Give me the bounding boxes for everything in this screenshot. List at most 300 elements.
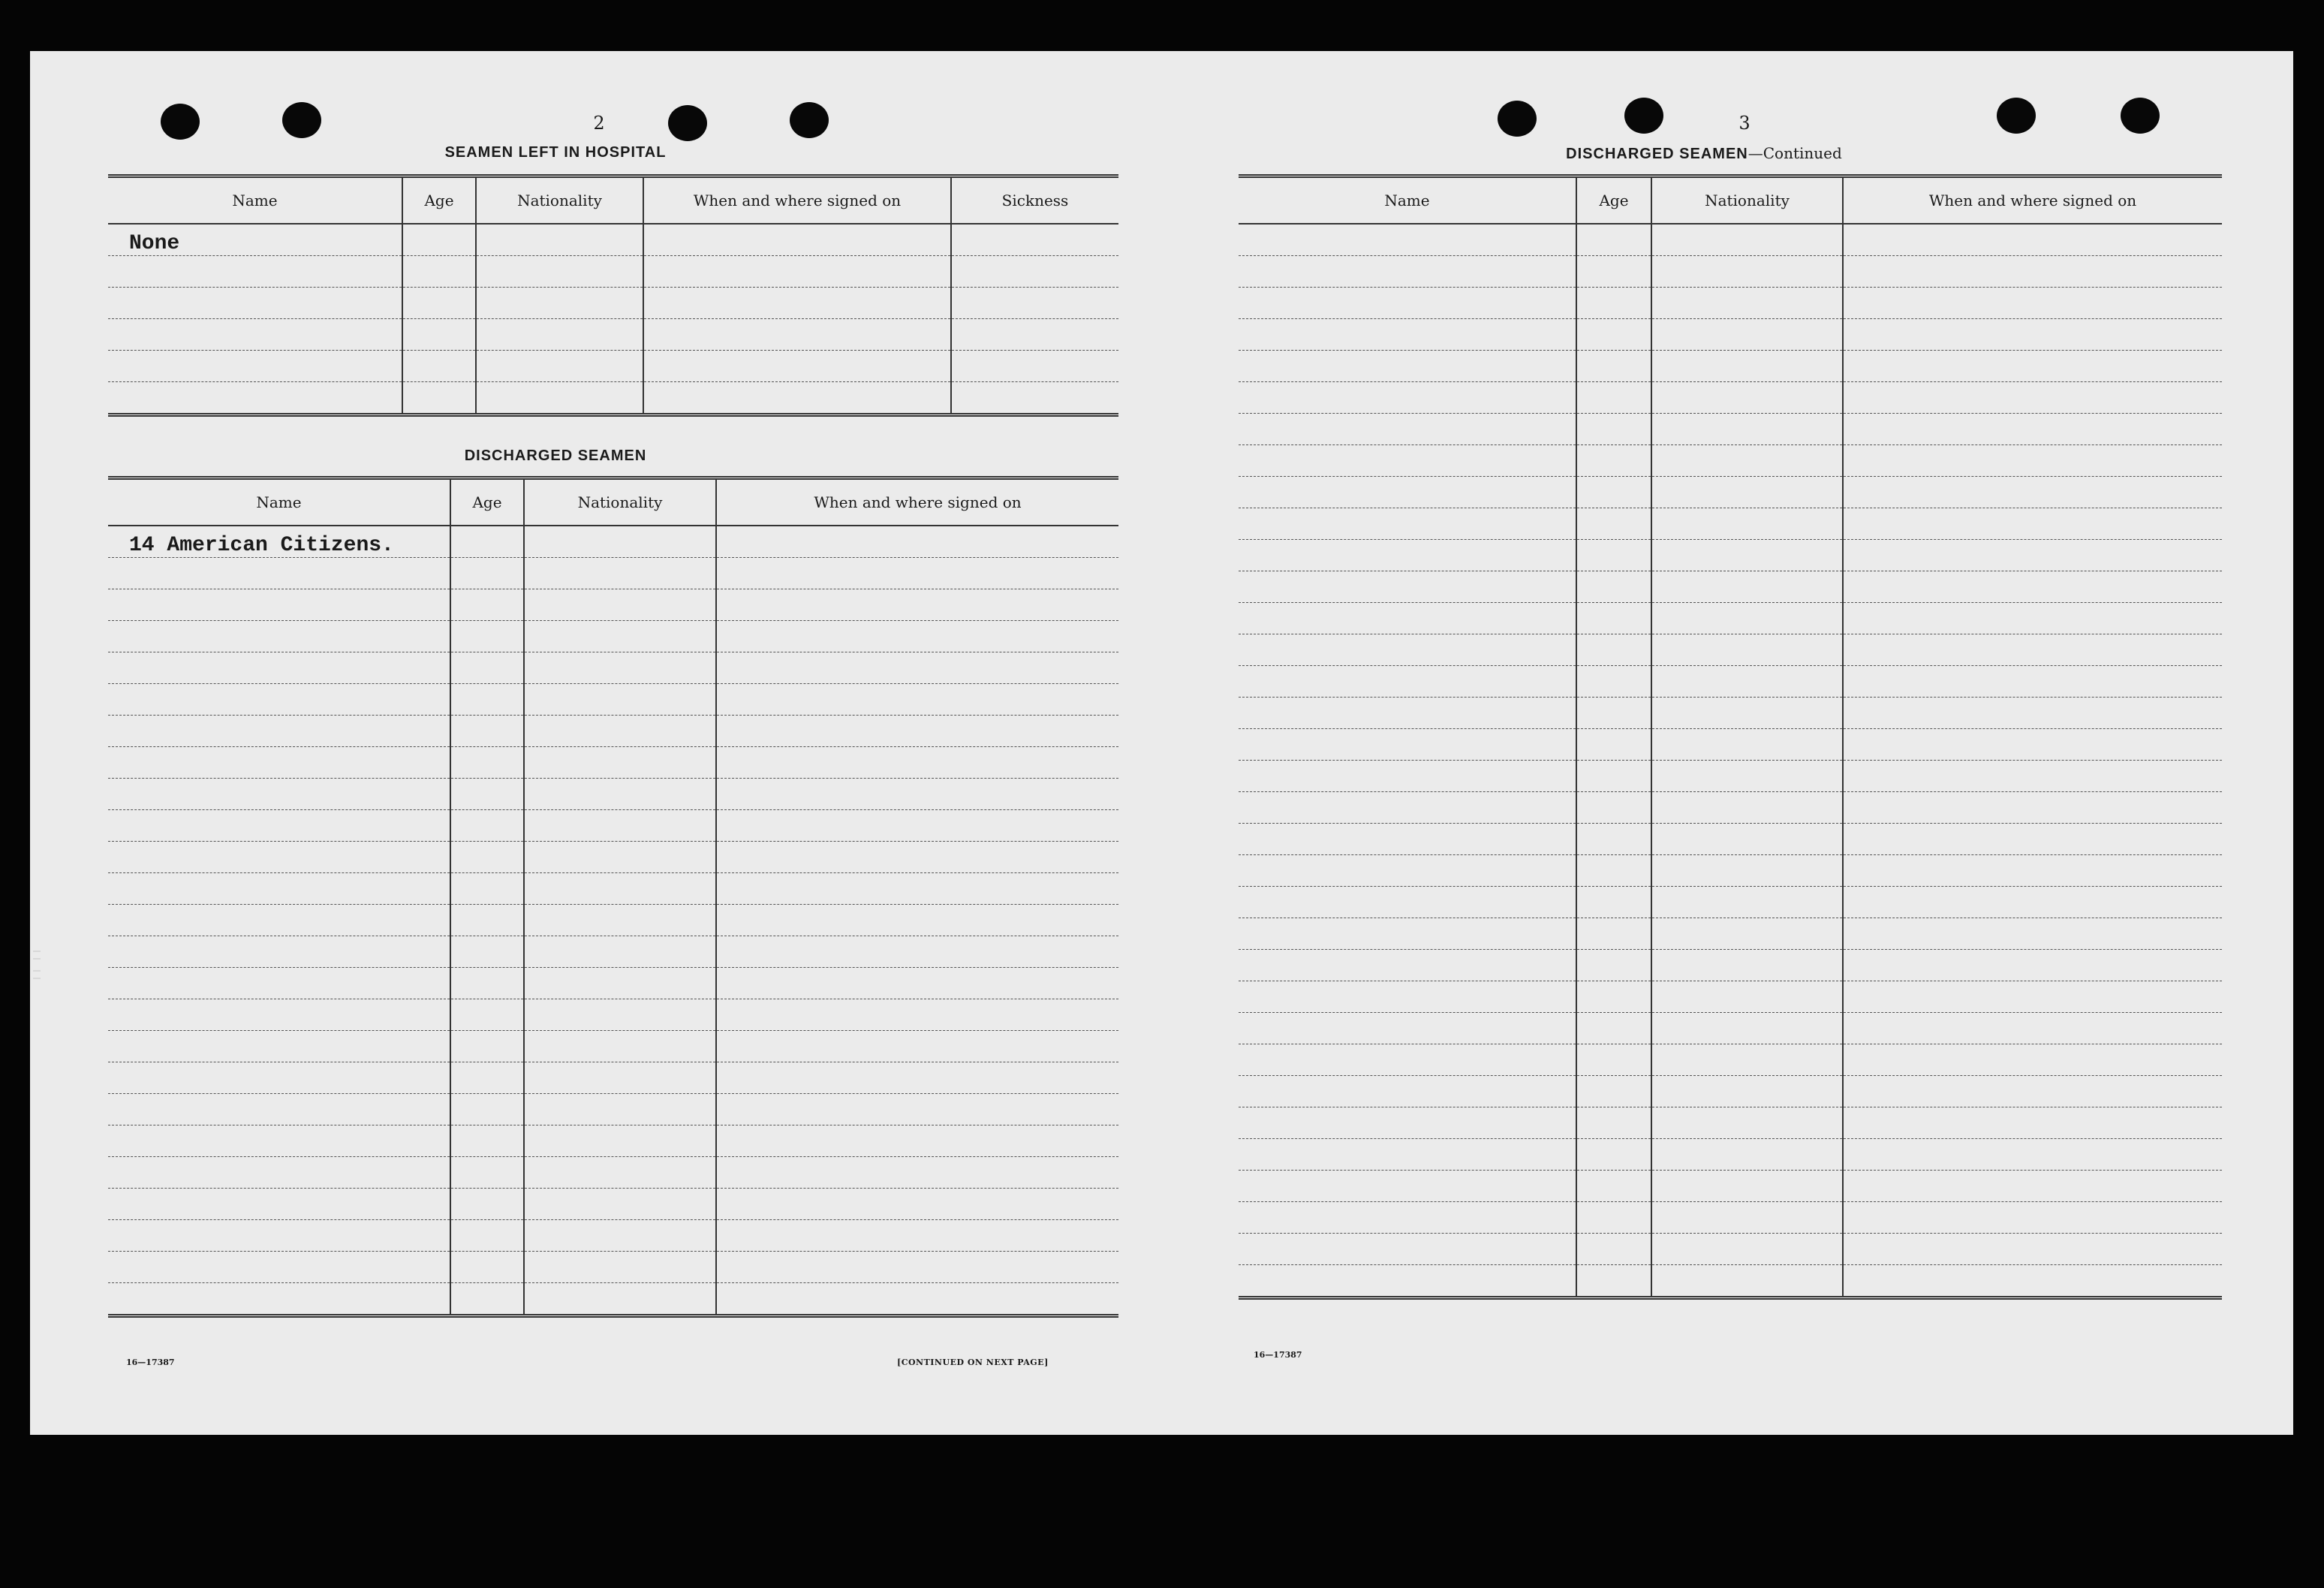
table-cell [524, 905, 716, 936]
table-cell [1843, 918, 2222, 950]
table-cell: None [108, 224, 402, 256]
table-cell [1843, 729, 2222, 761]
table-cell [1651, 1076, 1843, 1107]
table-cell [1576, 792, 1651, 824]
table-row [1239, 1234, 2222, 1265]
table-cell [716, 1252, 1118, 1283]
table-row [1239, 1171, 2222, 1202]
table-cell [1576, 288, 1651, 319]
discharged-continued-title [1464, 144, 1944, 163]
table-cell [1239, 761, 1576, 792]
table-cell [1576, 1265, 1651, 1298]
table-cell [1239, 792, 1576, 824]
table-cell [1843, 477, 2222, 508]
title-main: DISCHARGED SEAMEN [1566, 146, 1748, 162]
table-cell [450, 621, 524, 652]
table-cell [1239, 224, 1576, 256]
table-cell [1239, 288, 1576, 319]
table-cell [716, 589, 1118, 621]
table-cell [450, 779, 524, 810]
table-row [108, 905, 1118, 936]
table-cell [1843, 1076, 2222, 1107]
table-row [108, 1094, 1118, 1125]
table-cell [1576, 1202, 1651, 1234]
hospital-section-title: SEAMEN LEFT IN HOSPITAL [444, 144, 667, 161]
table-cell [1576, 1044, 1651, 1076]
table-cell [1239, 382, 1576, 414]
table-cell [476, 288, 643, 319]
table-row [1239, 666, 2222, 698]
table-cell [1651, 918, 1843, 950]
table-cell [1239, 1139, 1576, 1171]
table-cell [108, 1157, 450, 1189]
table-cell [108, 1252, 450, 1283]
table-cell [1651, 855, 1843, 887]
table-cell [951, 351, 1118, 382]
table-cell [450, 999, 524, 1031]
table-cell [716, 1094, 1118, 1125]
table-cell [716, 1189, 1118, 1220]
table-cell [1576, 351, 1651, 382]
ledger-paper [30, 51, 2293, 1435]
table-cell [1239, 477, 1576, 508]
table-cell [524, 1189, 716, 1220]
table-cell [951, 319, 1118, 351]
table-cell [450, 558, 524, 589]
table-row [1239, 1202, 2222, 1234]
column-header-signed-on: When and where signed on [716, 478, 1118, 526]
table-cell [450, 684, 524, 716]
table-cell [643, 382, 951, 415]
table-cell [716, 810, 1118, 842]
table-cell [1576, 666, 1651, 698]
table-cell [1651, 477, 1843, 508]
table-cell [450, 1189, 524, 1220]
table-cell [1239, 1171, 1576, 1202]
table-cell [108, 652, 450, 684]
table-cell [524, 1157, 716, 1189]
table-cell [1239, 887, 1576, 918]
table-row [108, 1189, 1118, 1220]
table-cell [716, 1283, 1118, 1316]
table-cell [1239, 634, 1576, 666]
table-cell [450, 873, 524, 905]
edge-mark [33, 970, 41, 972]
table-cell [1239, 1234, 1576, 1265]
table-cell [524, 968, 716, 999]
table-cell [716, 873, 1118, 905]
discharged-header-row [108, 478, 1118, 526]
table-cell [1576, 1234, 1651, 1265]
table-cell [450, 1283, 524, 1316]
table-cell [1576, 603, 1651, 634]
table-row [1239, 351, 2222, 382]
table-cell [643, 256, 951, 288]
table-cell [1843, 761, 2222, 792]
table-cell [1843, 1044, 2222, 1076]
table-cell [108, 558, 450, 589]
table-cell [1843, 288, 2222, 319]
table-row [108, 747, 1118, 779]
table-cell [108, 1283, 450, 1316]
right-page [1171, 51, 2293, 1435]
table-row [108, 621, 1118, 652]
table-row [1239, 1076, 2222, 1107]
table-cell [108, 936, 450, 968]
table-cell [1651, 382, 1843, 414]
table-cell [1576, 571, 1651, 603]
table-row [1239, 698, 2222, 729]
table-cell [716, 716, 1118, 747]
table-cell [1651, 224, 1843, 256]
table-cell [1239, 729, 1576, 761]
table-cell [1843, 319, 2222, 351]
table-cell [1239, 1076, 1576, 1107]
table-cell [450, 1125, 524, 1157]
table-cell [1651, 729, 1843, 761]
column-header-nationality: Nationality [524, 478, 716, 526]
table-cell [108, 1220, 450, 1252]
table-cell [643, 351, 951, 382]
table-row [108, 1125, 1118, 1157]
table-cell [108, 621, 450, 652]
table-cell [716, 1125, 1118, 1157]
table-cell [108, 319, 402, 351]
table-cell [1651, 698, 1843, 729]
table-cell [1576, 698, 1651, 729]
table-row [1239, 540, 2222, 571]
table-row [1239, 761, 2222, 792]
table-cell [716, 558, 1118, 589]
table-cell [716, 621, 1118, 652]
table-cell [1651, 1044, 1843, 1076]
table-row [1239, 855, 2222, 887]
table-cell [716, 652, 1118, 684]
table-cell [108, 288, 402, 319]
table-row [108, 873, 1118, 905]
table-cell [450, 842, 524, 873]
table-cell [402, 319, 476, 351]
column-header-signed-on: When and where signed on [1843, 176, 2222, 224]
table-cell [1576, 634, 1651, 666]
table-cell [1239, 603, 1576, 634]
page-number: 2 [593, 113, 605, 134]
table-cell [1239, 1013, 1576, 1044]
table-row [1239, 477, 2222, 508]
table-cell [524, 684, 716, 716]
table-cell [524, 621, 716, 652]
table-row [108, 1252, 1118, 1283]
table-cell [1651, 603, 1843, 634]
table-row [1239, 319, 2222, 351]
table-row [1239, 288, 2222, 319]
table-cell [108, 716, 450, 747]
table-cell [1576, 950, 1651, 981]
table-cell [524, 810, 716, 842]
table-row [108, 351, 1118, 382]
table-cell [716, 526, 1118, 558]
table-cell [1239, 1107, 1576, 1139]
table-row [108, 1062, 1118, 1094]
table-cell [450, 810, 524, 842]
table-row [108, 652, 1118, 684]
table-cell [524, 1283, 716, 1316]
column-header-age: Age [1576, 176, 1651, 224]
table-cell [108, 256, 402, 288]
table-cell [108, 382, 402, 415]
column-header-name: Name [108, 176, 402, 224]
table-cell [108, 842, 450, 873]
table-cell [716, 999, 1118, 1031]
page-number: 3 [1738, 113, 1751, 134]
table-row [108, 256, 1118, 288]
table-cell [1239, 351, 1576, 382]
table-cell [402, 382, 476, 415]
continued-header-row [1239, 176, 2222, 224]
table-row [108, 810, 1118, 842]
table-cell [524, 1125, 716, 1157]
table-cell [1843, 950, 2222, 981]
table-cell [1843, 1265, 2222, 1298]
table-row [1239, 445, 2222, 477]
table-cell [1843, 540, 2222, 571]
hospital-header-row [108, 176, 1118, 224]
table-row [108, 558, 1118, 589]
table-cell [716, 936, 1118, 968]
table-cell: 14 American Citizens. [108, 526, 450, 558]
column-header-age: Age [402, 176, 476, 224]
table-cell [1239, 540, 1576, 571]
table-cell [108, 351, 402, 382]
table-cell [1239, 445, 1576, 477]
table-cell [524, 526, 716, 558]
table-cell [1843, 508, 2222, 540]
table-cell [1239, 950, 1576, 981]
table-cell [450, 1094, 524, 1125]
table-cell [108, 873, 450, 905]
table-cell [716, 1031, 1118, 1062]
table-cell [1651, 571, 1843, 603]
table-cell [1239, 508, 1576, 540]
table-row [1239, 1013, 2222, 1044]
column-header-signed-on: When and where signed on [643, 176, 951, 224]
table-cell [1843, 224, 2222, 256]
table-cell [1576, 540, 1651, 571]
table-cell [450, 936, 524, 968]
table-row [108, 684, 1118, 716]
table-row [108, 1157, 1118, 1189]
column-header-name: Name [108, 478, 450, 526]
table-cell [1843, 824, 2222, 855]
table-cell [524, 936, 716, 968]
table-cell [1651, 256, 1843, 288]
table-cell [716, 1220, 1118, 1252]
table-cell [1843, 634, 2222, 666]
table-row [108, 779, 1118, 810]
table-cell [450, 747, 524, 779]
hospital-table [108, 174, 1118, 417]
table-cell [1843, 698, 2222, 729]
table-cell [1651, 950, 1843, 981]
table-cell [1651, 981, 1843, 1013]
table-cell [716, 968, 1118, 999]
table-cell [951, 382, 1118, 415]
table-cell [1651, 445, 1843, 477]
table-cell [1651, 508, 1843, 540]
table-cell [450, 1220, 524, 1252]
table-row [108, 224, 1118, 256]
table-cell [1843, 1139, 2222, 1171]
table-cell [1239, 698, 1576, 729]
table-cell [524, 999, 716, 1031]
table-cell [450, 716, 524, 747]
table-cell [450, 1157, 524, 1189]
table-row [1239, 603, 2222, 634]
table-cell [524, 747, 716, 779]
table-row [108, 382, 1118, 415]
table-cell [1239, 918, 1576, 950]
table-cell [1843, 445, 2222, 477]
table-row [1239, 1044, 2222, 1076]
table-row [108, 1220, 1118, 1252]
column-header-sickness: Sickness [951, 176, 1118, 224]
table-cell [1651, 1234, 1843, 1265]
table-row [108, 1283, 1118, 1316]
table-cell [524, 1252, 716, 1283]
table-row [108, 999, 1118, 1031]
table-cell [1576, 319, 1651, 351]
table-cell [1576, 1107, 1651, 1139]
table-cell [1843, 666, 2222, 698]
table-cell [108, 1031, 450, 1062]
table-cell [1843, 571, 2222, 603]
discharged-continued-table [1239, 174, 2222, 1300]
table-cell [524, 873, 716, 905]
table-cell [1651, 887, 1843, 918]
table-cell [450, 968, 524, 999]
table-cell [1576, 981, 1651, 1013]
table-cell [1239, 319, 1576, 351]
table-cell [1651, 319, 1843, 351]
table-cell [1843, 855, 2222, 887]
table-row [1239, 1139, 2222, 1171]
table-cell [1651, 540, 1843, 571]
table-row [108, 319, 1118, 351]
table-cell [1651, 634, 1843, 666]
title-continued: —Continued [1748, 144, 1842, 162]
edge-mark [33, 951, 41, 952]
table-cell [108, 747, 450, 779]
table-cell [1843, 887, 2222, 918]
table-cell [524, 842, 716, 873]
table-cell [450, 589, 524, 621]
table-cell [1576, 256, 1651, 288]
table-cell [643, 319, 951, 351]
table-cell [524, 558, 716, 589]
table-cell [1651, 1171, 1843, 1202]
table-cell [1239, 666, 1576, 698]
table-cell [1651, 1013, 1843, 1044]
table-row [108, 1031, 1118, 1062]
continued-note: [CONTINUED ON NEXT PAGE] [897, 1357, 1049, 1367]
table-cell [716, 1157, 1118, 1189]
table-cell [108, 905, 450, 936]
table-cell [1843, 382, 2222, 414]
table-cell [108, 1125, 450, 1157]
table-row [1239, 950, 2222, 981]
table-row [1239, 634, 2222, 666]
table-row [1239, 224, 2222, 256]
table-cell [643, 224, 951, 256]
table-cell [1239, 1265, 1576, 1298]
left-page [30, 51, 1156, 1435]
column-header-nationality: Nationality [476, 176, 643, 224]
table-cell [1576, 918, 1651, 950]
table-cell [1843, 351, 2222, 382]
table-cell [108, 1189, 450, 1220]
table-row [1239, 887, 2222, 918]
table-cell [716, 684, 1118, 716]
edge-mark [33, 958, 41, 960]
table-cell [1843, 256, 2222, 288]
table-cell [951, 224, 1118, 256]
table-cell [1651, 824, 1843, 855]
table-cell [951, 256, 1118, 288]
table-cell [402, 288, 476, 319]
table-cell [450, 1252, 524, 1283]
table-cell [716, 779, 1118, 810]
table-cell [1239, 981, 1576, 1013]
table-cell [402, 351, 476, 382]
table-cell [1843, 1107, 2222, 1139]
table-cell [1843, 603, 2222, 634]
table-cell [1576, 508, 1651, 540]
table-cell [524, 652, 716, 684]
table-cell [1651, 414, 1843, 445]
table-cell [1576, 1139, 1651, 1171]
table-cell [716, 842, 1118, 873]
discharged-table [108, 476, 1118, 1318]
table-cell [524, 1220, 716, 1252]
table-cell [450, 905, 524, 936]
column-header-age: Age [450, 478, 524, 526]
table-cell [1843, 1171, 2222, 1202]
table-cell [1651, 1265, 1843, 1298]
table-cell [476, 382, 643, 415]
table-row [1239, 824, 2222, 855]
table-row [108, 842, 1118, 873]
table-cell [1239, 256, 1576, 288]
table-cell [450, 1031, 524, 1062]
table-cell [716, 747, 1118, 779]
table-row [1239, 1265, 2222, 1298]
table-cell [524, 1031, 716, 1062]
table-cell [1843, 1202, 2222, 1234]
table-cell [716, 905, 1118, 936]
table-cell [108, 810, 450, 842]
table-cell [1843, 414, 2222, 445]
table-cell [716, 1062, 1118, 1094]
table-row [1239, 508, 2222, 540]
table-cell [524, 779, 716, 810]
table-cell [450, 1062, 524, 1094]
table-cell [1651, 288, 1843, 319]
table-cell [951, 288, 1118, 319]
column-header-nationality: Nationality [1651, 176, 1843, 224]
table-cell [1239, 855, 1576, 887]
table-cell [1651, 1139, 1843, 1171]
table-cell [1576, 761, 1651, 792]
